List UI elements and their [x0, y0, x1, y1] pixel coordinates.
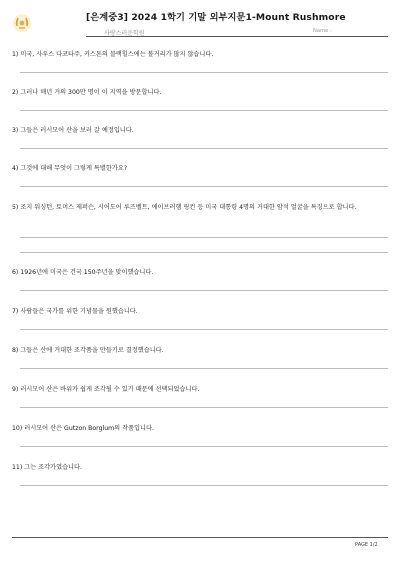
question-9: 9) 러시모어 산은 바위가 쉽게 조각될 수 있기 때문에 선택되었습니다. [12, 386, 200, 393]
question-7: 7) 사람들은 국가를 위한 기념물을 원했습니다. [12, 308, 138, 315]
answer-line-2[interactable] [20, 110, 388, 111]
question-8: 8) 그들은 산에 거대한 조각품을 만들기로 결정했습니다. [12, 347, 164, 354]
answer-line-10[interactable] [20, 446, 388, 447]
footer-divider [12, 537, 388, 538]
answer-line-11[interactable] [20, 485, 388, 486]
laurel-logo-icon [12, 13, 32, 33]
name-field-label: Name : [313, 28, 332, 34]
question-5: 5) 조지 워싱턴, 토머스 제퍼슨, 시어도어 루즈벨트, 에이브러햄 링컨 등 미국 대통령 4명의 거대한 암석 얼굴을 특징으로 합니다. [12, 204, 357, 211]
header-divider [86, 36, 388, 37]
answer-line-9[interactable] [20, 407, 388, 408]
answer-line-5b[interactable] [20, 252, 388, 253]
answer-line-3[interactable] [20, 148, 388, 149]
worksheet-title: [은계중3] 2024 1학기 기말 외부지문1-Mount Rushmore [86, 12, 346, 23]
answer-line-1[interactable] [20, 72, 388, 73]
question-3: 3) 그들은 러시모어 산을 보러 갈 예정입니다. [12, 127, 134, 134]
worksheet-header [0, 0, 400, 44]
answer-line-4[interactable] [20, 186, 388, 187]
answer-line-6[interactable] [20, 290, 388, 291]
answer-line-8[interactable] [20, 368, 388, 369]
answer-line-7[interactable] [20, 329, 388, 330]
page-number: PAGE 1/2 [355, 542, 378, 548]
question-6: 6) 1926년에 미국은 건국 150주년을 맞이했습니다. [12, 269, 154, 276]
question-4: 4) 그것에 대해 무엇이 그렇게 특별한가요? [12, 165, 128, 172]
question-10: 10) 러시모어 산은 Gutzon Borglum의 작품입니다. [12, 425, 154, 432]
academy-name: 사랑스러운학원 [104, 30, 145, 37]
question-1: 1) 미국, 사우스 다코타주, 키스톤의 블랙힐스에는 볼거리가 많지 않습니다. [12, 51, 214, 58]
question-2: 2) 그러나 매년 거의 300만 명이 이 지역을 방문합니다. [12, 89, 162, 96]
question-11: 11) 그는 조각가였습니다. [12, 464, 82, 471]
answer-line-5a[interactable] [20, 237, 388, 238]
